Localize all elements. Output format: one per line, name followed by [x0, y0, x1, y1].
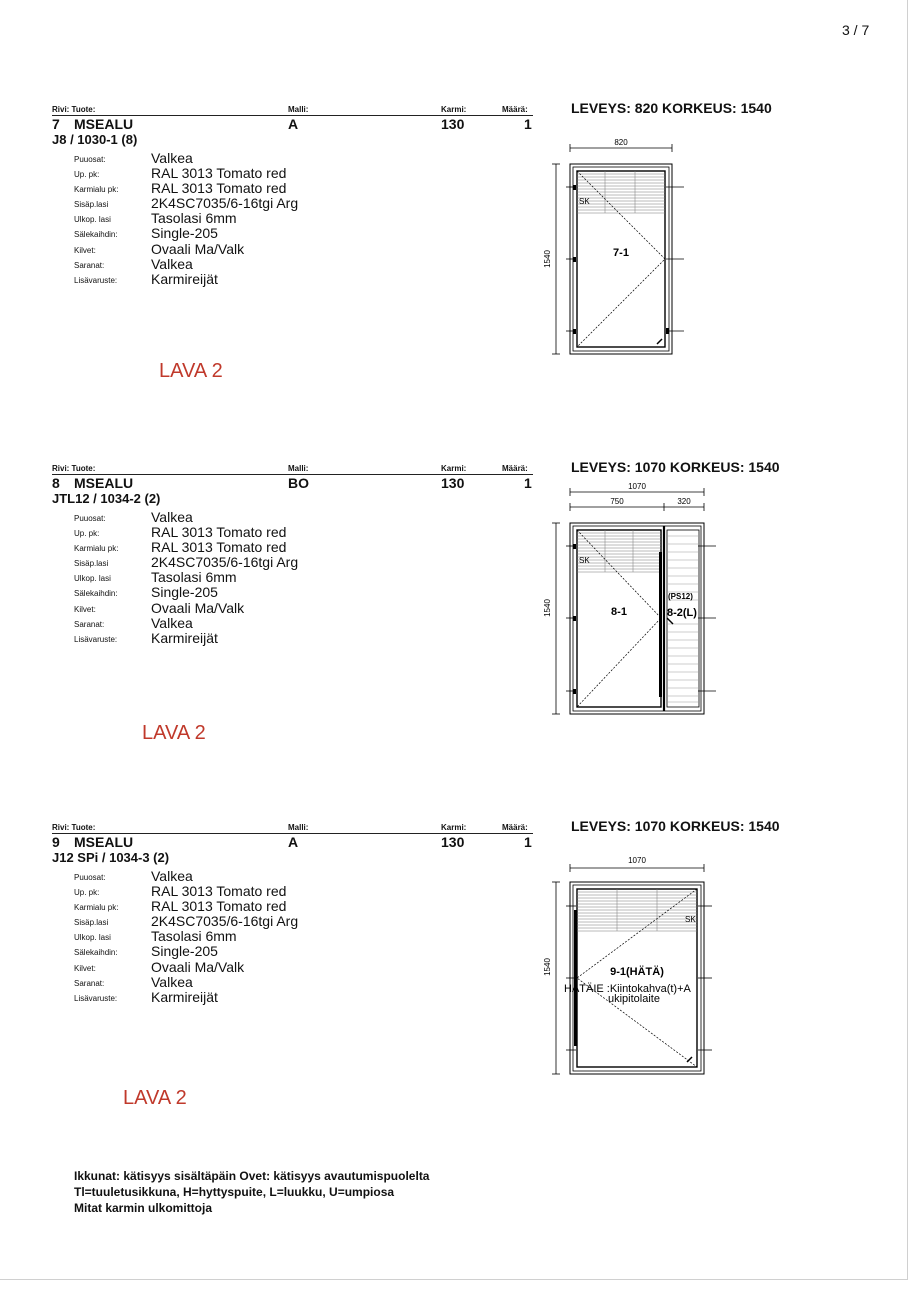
sash2-label: 8-2(L) [667, 607, 697, 619]
prop-value: Karmireijät [151, 629, 218, 646]
footer-notes [74, 1168, 429, 1216]
prop-label: Lisävaruste: [74, 634, 118, 644]
header-rivi-tuote: Rivi: Tuote: [52, 823, 96, 832]
prop-label: Puuosat: [74, 514, 106, 523]
prop-value: RAL 3013 Tomato red [151, 898, 287, 915]
header-malli: Malli: [288, 823, 309, 832]
prop-value: Valkea [151, 973, 193, 990]
part1-width: 750 [610, 497, 624, 506]
emergency-note-cont: ukipitolaite [608, 993, 660, 1005]
karmi-value: 130 [441, 834, 465, 850]
prop-value: Single-205 [151, 584, 218, 601]
lava-label: LAVA 2 [159, 360, 223, 382]
prop-label: Karmialu pk: [74, 185, 119, 195]
prop-label: Saranat: [74, 978, 105, 988]
prop-label: Lisävaruste: [74, 993, 118, 1003]
prop-label: Sisäp.lasi [74, 918, 109, 928]
header-karmi: Karmi: [441, 464, 467, 473]
footer-line: Tl=tuuletusikkuna, H=hyttyspuite, L=luukku, U=umpiosa [74, 1185, 395, 1199]
height-dimension: 1540 [543, 958, 552, 976]
page-number: 3 / 7 [842, 22, 870, 38]
sash-label: 9-1(HÄTÄ) [610, 966, 664, 978]
prop-value: RAL 3013 Tomato red [151, 524, 287, 541]
prop-label: Saranat: [74, 619, 105, 629]
lava-label: LAVA 2 [123, 1087, 187, 1109]
item-code: J12 SPi / 1034-3 (2) [52, 850, 170, 865]
sk-label: SK [685, 915, 696, 924]
item-code: J8 / 1030-1 (8) [52, 132, 138, 147]
prop-value: Karmireijät [151, 270, 218, 287]
product-name: MSEALU [74, 475, 134, 491]
row-number: 9 [52, 834, 60, 850]
width-dimension: 1070 [628, 482, 646, 491]
dimensions-title: LEVEYS: 820 KORKEUS: 1540 [571, 100, 772, 116]
prop-value: 2K4SC7035/6-16tgi Arg [151, 195, 299, 212]
prop-value: Ovaali Ma/Valk [151, 958, 245, 975]
prop-label: Puuosat: [74, 873, 106, 882]
prop-label: Up. pk: [74, 529, 100, 539]
prop-value: 2K4SC7035/6-16tgi Arg [151, 913, 299, 930]
height-dimension: 1540 [543, 599, 552, 617]
model: A [288, 834, 299, 850]
prop-label: Puuosat: [74, 155, 106, 164]
sk-label: SK [579, 556, 590, 565]
header-malli: Malli: [288, 464, 309, 473]
prop-label: Sisäp.lasi [74, 559, 109, 569]
prop-label: Sisäp.lasi [74, 200, 109, 210]
sash-label: 7-1 [613, 247, 629, 259]
header-maara: Määrä: [502, 464, 528, 473]
model: A [288, 116, 299, 132]
prop-label: Sälekaihdin: [74, 230, 118, 240]
ps-label: (PS12) [668, 592, 693, 601]
prop-value: Ovaali Ma/Valk [151, 240, 245, 257]
prop-label: Up. pk: [74, 888, 100, 898]
row-number: 7 [52, 116, 60, 132]
prop-value: 2K4SC7035/6-16tgi Arg [151, 554, 299, 571]
prop-label: Ulkop. lasi [74, 574, 111, 584]
prop-label: Sälekaihdin: [74, 948, 118, 958]
prop-label: Ulkop. lasi [74, 215, 111, 225]
prop-value: Valkea [151, 868, 193, 884]
prop-value: Ovaali Ma/Valk [151, 599, 245, 616]
window-drawing-7 [540, 132, 730, 362]
dimensions-title: LEVEYS: 1070 KORKEUS: 1540 [571, 818, 780, 834]
height-dimension: 1540 [543, 250, 552, 268]
header-karmi: Karmi: [441, 823, 467, 832]
prop-value: Valkea [151, 614, 193, 631]
prop-value: Single-205 [151, 225, 218, 242]
emergency-note: HÄTÄIE :Kiintokahva(t)+A [564, 983, 691, 995]
prop-label: Kilvet: [74, 245, 96, 255]
header-karmi: Karmi: [441, 105, 467, 114]
part2-width: 320 [677, 497, 691, 506]
prop-value: Valkea [151, 255, 193, 272]
quantity: 1 [524, 834, 532, 850]
prop-value: Tasolasi 6mm [151, 928, 237, 945]
prop-value: Valkea [151, 509, 193, 525]
prop-value: RAL 3013 Tomato red [151, 539, 287, 556]
footer-line: Ikkunat: kätisyys sisältäpäin Ovet: kätisyys avautumispuolelta [74, 1169, 430, 1183]
quantity: 1 [524, 116, 532, 132]
prop-value: Tasolasi 6mm [151, 210, 237, 227]
prop-label: Up. pk: [74, 170, 100, 180]
window-drawing-9 [540, 852, 740, 1082]
footer-line: Mitat karmin ulkomittoja [74, 1201, 213, 1215]
karmi-value: 130 [441, 116, 465, 132]
header-rivi-tuote: Rivi: Tuote: [52, 464, 96, 473]
prop-label: Karmialu pk: [74, 903, 119, 913]
prop-value: Valkea [151, 150, 193, 166]
prop-label: Lisävaruste: [74, 275, 118, 285]
prop-label: Kilvet: [74, 963, 96, 973]
prop-value: RAL 3013 Tomato red [151, 165, 287, 182]
prop-label: Kilvet: [74, 604, 96, 614]
product-name: MSEALU [74, 834, 134, 850]
model: BO [288, 475, 309, 491]
item-code: JTL12 / 1034-2 (2) [52, 491, 161, 506]
prop-value: Tasolasi 6mm [151, 569, 237, 586]
dimensions-title: LEVEYS: 1070 KORKEUS: 1540 [571, 459, 780, 475]
sk-label: SK [579, 197, 590, 206]
width-dimension: 1070 [628, 856, 646, 865]
item-main-row [52, 834, 812, 852]
prop-value: RAL 3013 Tomato red [151, 180, 287, 197]
product-name: MSEALU [74, 116, 134, 132]
header-rivi-tuote: Rivi: Tuote: [52, 105, 96, 114]
row-number: 8 [52, 475, 60, 491]
header-maara: Määrä: [502, 105, 528, 114]
header-malli: Malli: [288, 105, 309, 114]
lava-label: LAVA 2 [142, 722, 206, 744]
prop-label: Ulkop. lasi [74, 933, 111, 943]
prop-value: Single-205 [151, 943, 218, 960]
karmi-value: 130 [441, 475, 465, 491]
header-maara: Määrä: [502, 823, 528, 832]
sash-label: 8-1 [611, 606, 627, 618]
prop-value: RAL 3013 Tomato red [151, 883, 287, 900]
prop-label: Karmialu pk: [74, 544, 119, 554]
prop-label: Saranat: [74, 260, 105, 270]
prop-label: Sälekaihdin: [74, 589, 118, 599]
width-dimension: 820 [614, 138, 628, 147]
quantity: 1 [524, 475, 532, 491]
prop-value: Karmireijät [151, 988, 218, 1005]
window-drawing-8 [540, 480, 730, 720]
